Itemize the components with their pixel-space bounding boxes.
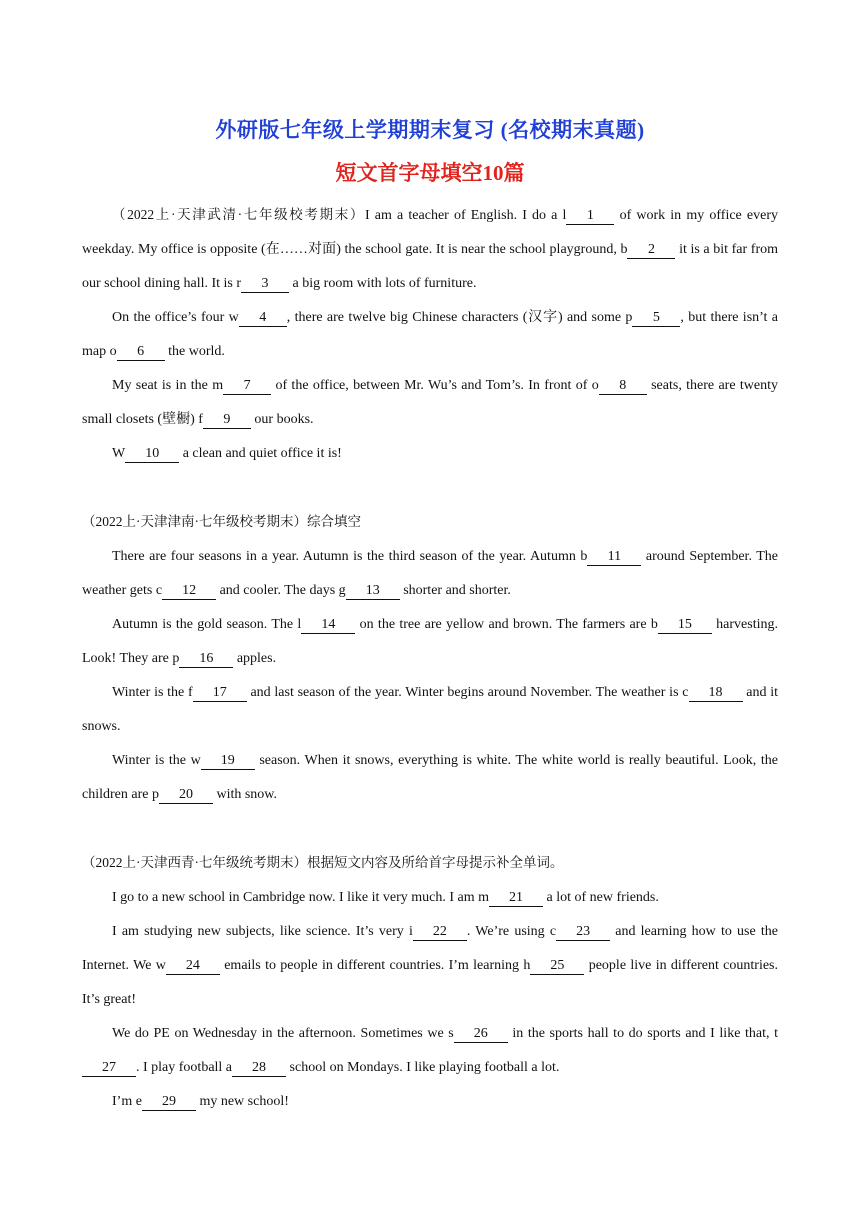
- answer-blank[interactable]: 24: [166, 958, 220, 975]
- passage-text: , but there isn’t a map o: [82, 310, 778, 359]
- passage-text: of the office, between Mr. Wu’s and Tom’s. In front of o: [271, 378, 599, 393]
- answer-blank[interactable]: 27: [82, 1060, 136, 1077]
- passage-text: My seat is in the m: [112, 378, 224, 393]
- passage-paragraph: [82, 608, 778, 676]
- answer-blank[interactable]: 21: [489, 890, 543, 907]
- passage-paragraph: [82, 1085, 778, 1119]
- passage-text: W: [112, 446, 126, 461]
- passage-text: a clean and quiet office it is!: [179, 446, 342, 461]
- passage-source-line: [82, 846, 778, 881]
- passage-text: school on Mondays. I like playing football a lot.: [286, 1060, 560, 1075]
- passage-source: （2022上·天津津南·七年级校考期末）综合填空: [82, 514, 361, 529]
- document-body: [82, 198, 778, 1119]
- passage-text: . We’re using c: [466, 924, 557, 939]
- passage-text: apples.: [233, 651, 277, 666]
- passage-text: On the office’s four w: [112, 310, 239, 325]
- passage-text: Winter is the w: [112, 753, 201, 768]
- passage-text: I am studying new subjects, like science. It’s very i: [112, 924, 413, 939]
- passage-paragraph: [82, 369, 778, 437]
- passage-paragraph: [82, 881, 778, 915]
- passage-text: my new school!: [195, 1094, 289, 1109]
- passage-paragraph: [82, 198, 778, 301]
- passage-text: Winter is the f: [112, 685, 193, 700]
- passage-paragraph: [82, 676, 778, 744]
- answer-blank[interactable]: 23: [556, 924, 610, 941]
- passage-text: I am a teacher of English. I do a l: [365, 208, 567, 223]
- passage-source: （2022上·天津西青·七年级统考期末）根据短文内容及所给首字母提示补全单词。: [82, 855, 564, 870]
- answer-blank[interactable]: 3: [241, 276, 289, 293]
- passage-section: [82, 198, 778, 471]
- passage-text: the world.: [164, 344, 225, 359]
- passage-text: season. When it snows, everything is white. The white world is really beautiful. Look, the children are p: [82, 753, 778, 802]
- passage-source-line: [82, 505, 778, 540]
- passage-text: Autumn is the gold season. The l: [112, 617, 302, 632]
- passage-paragraph: [82, 915, 778, 1017]
- document-title: 外研版七年级上学期期末复习 (名校期末真题): [215, 118, 645, 142]
- passage-text: We do PE on Wednesday in the afternoon. Sometimes we s: [112, 1026, 454, 1041]
- answer-blank[interactable]: 12: [162, 583, 216, 600]
- answer-blank[interactable]: 2: [627, 242, 675, 259]
- passage-text: around September. The weather gets c: [82, 549, 778, 598]
- passage-text: I go to a new school in Cambridge now. I like it very much. I am m: [112, 890, 490, 905]
- answer-blank[interactable]: 25: [530, 958, 584, 975]
- answer-blank[interactable]: 5: [632, 310, 680, 327]
- answer-blank[interactable]: 19: [201, 753, 255, 770]
- passage-text: a lot of new friends.: [543, 890, 659, 905]
- answer-blank[interactable]: 17: [193, 685, 247, 702]
- passage-source: （2022上·天津武清·七年级校考期末）: [112, 207, 365, 222]
- passage-text: harvesting. Look! They are p: [82, 617, 778, 666]
- passage-paragraph: [82, 437, 778, 471]
- answer-blank[interactable]: 14: [301, 617, 355, 634]
- answer-blank[interactable]: 8: [599, 378, 647, 395]
- answer-blank[interactable]: 13: [346, 583, 400, 600]
- answer-blank[interactable]: 10: [125, 446, 179, 463]
- passage-paragraph: [82, 744, 778, 812]
- answer-blank[interactable]: 15: [658, 617, 712, 634]
- document-subtitle: 短文首字母填空10篇: [335, 161, 525, 185]
- passage-text: I’m e: [112, 1094, 142, 1109]
- answer-blank[interactable]: 1: [566, 208, 614, 225]
- passage-text: with snow.: [212, 787, 278, 802]
- passage-section: [82, 505, 778, 812]
- passage-text: it is a bit far from our school dining hall. It is r: [82, 242, 779, 291]
- answer-blank[interactable]: 26: [454, 1026, 508, 1043]
- passage-text: seats, there are twenty small closets (壁橱) f: [82, 378, 778, 427]
- answer-blank[interactable]: 20: [159, 787, 213, 804]
- passage-paragraph: [82, 301, 778, 369]
- passage-text: and last season of the year. Winter begins around November. The weather is c: [246, 685, 689, 700]
- passage-text: and learning how to use the Internet. We w: [82, 924, 778, 973]
- passage-section: [82, 846, 778, 1119]
- answer-blank[interactable]: 16: [179, 651, 233, 668]
- passage-text: . I play football a: [136, 1060, 233, 1075]
- answer-blank[interactable]: 18: [689, 685, 743, 702]
- passage-text: and it snows.: [82, 685, 779, 734]
- passage-text: in the sports hall to do sports and I like that, t: [507, 1026, 778, 1041]
- passage-text: a big room with lots of furniture.: [289, 276, 477, 291]
- passage-text: shorter and shorter.: [399, 583, 511, 598]
- passage-text: of work in my office every weekday. My office is opposite (在……对面) the school gate. It is near the school playground, b: [82, 208, 778, 257]
- answer-blank[interactable]: 4: [239, 310, 287, 327]
- answer-blank[interactable]: 22: [413, 924, 467, 941]
- answer-blank[interactable]: 11: [587, 549, 641, 566]
- answer-blank[interactable]: 28: [232, 1060, 286, 1077]
- answer-blank[interactable]: 9: [203, 412, 251, 429]
- passage-text: There are four seasons in a year. Autumn is the third season of the year. Autumn b: [112, 549, 588, 564]
- passage-text: emails to people in different countries. I’m learning h: [219, 958, 531, 973]
- passage-paragraph: [82, 540, 778, 608]
- passage-text: , there are twelve big Chinese characters (汉字) and some p: [286, 310, 633, 325]
- passage-text: people live in different countries. It’s great!: [82, 958, 779, 1007]
- passage-paragraph: [82, 1017, 778, 1085]
- passage-text: and cooler. The days g: [216, 583, 346, 598]
- answer-blank[interactable]: 7: [223, 378, 271, 395]
- passage-text: on the tree are yellow and brown. The farmers are b: [355, 617, 658, 632]
- answer-blank[interactable]: 29: [142, 1094, 196, 1111]
- answer-blank[interactable]: 6: [117, 344, 165, 361]
- passage-text: our books.: [250, 412, 314, 427]
